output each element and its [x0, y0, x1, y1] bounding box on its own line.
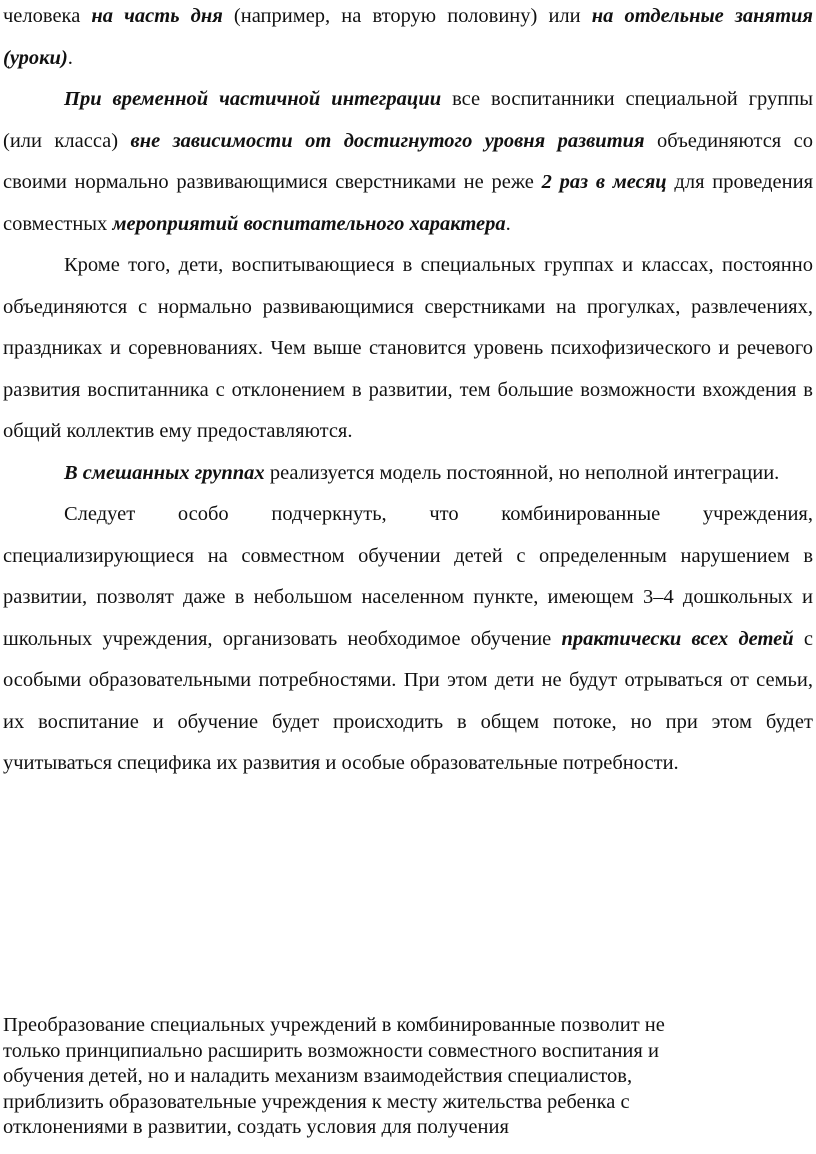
emphasis-run: мероприятий воспитательного характера	[112, 212, 506, 235]
emphasis-run: на отдельные занятия (уроки)	[3, 5, 813, 69]
text-run: объединяются со своими нормально развивающимися сверстниками не реже	[3, 129, 813, 193]
emphasis-run: При временной частичной интеграции	[64, 88, 442, 110]
tail-line: только принципиально расширить возможности совместного воспитания и	[3, 1039, 659, 1062]
paragraph-1	[3, 0, 813, 79]
tail-line: отклонениями в развитии, создать условия для получения	[3, 1116, 509, 1138]
paragraph-2	[3, 79, 813, 245]
text-run: для проведения совместных	[3, 171, 814, 235]
paragraph-5	[3, 494, 813, 785]
emphasis-run: практически всех детей	[561, 627, 794, 650]
paragraph-3	[3, 245, 813, 453]
text-run: реализуется модель постоянной, но неполной интеграции.	[264, 461, 780, 484]
emphasis-run: 2 раз в месяц	[541, 171, 667, 193]
emphasis-run: вне зависимости от достигнутого уровня развития	[130, 129, 645, 152]
text-run: с особыми образовательными потребностями. При этом дети не будут отрываться от семьи, их воспитание и обучение будет происходить в общем потоке, но при этом будет учитываться специфика их развития и особые образовательные потребности.	[3, 627, 813, 774]
document-body	[3, 0, 813, 785]
tail-line: Преобразование специальных учреждений в комбинированные позволит не	[3, 1014, 665, 1036]
text-run: Кроме того, дети, воспитывающиеся в специальных группах и классах, постоянно объединяются с нормально развивающимися сверстниками на прогулках, развлечениях, праздниках и соревнованиях. Чем выше становится уровень психофизического и речевого развития воспитанника с отклонением в развитии, тем большие возможности вхождения в общий коллектив ему предоставляются.	[3, 254, 813, 442]
text-run: все воспитанники специальной группы (или класса)	[3, 88, 813, 152]
text-run: .	[67, 46, 73, 69]
emphasis-run: В смешанных группах	[64, 461, 265, 484]
text-run: человека	[3, 5, 92, 27]
tail-paragraph	[3, 1013, 803, 1141]
emphasis-run: на часть дня	[91, 5, 223, 27]
text-run: Следует особо подчеркнуть, что комбинированные учреждения, специализирующиеся на совместном обучении детей с определенным нарушением в развитии, позволят даже в небольшом населенном пункте, имеющем 3–4 дошкольных и школьных учреждения, организовать необходимое обучение	[3, 503, 813, 650]
text-run: .	[505, 212, 511, 235]
paragraph-4	[3, 453, 813, 495]
tail-line: обучения детей, но и наладить механизм взаимодействия специалистов,	[3, 1065, 633, 1087]
tail-line: приблизить образовательные учреждения к месту жительства ребенка с	[3, 1090, 630, 1113]
text-run: (например, на вторую половину) или	[222, 5, 592, 27]
